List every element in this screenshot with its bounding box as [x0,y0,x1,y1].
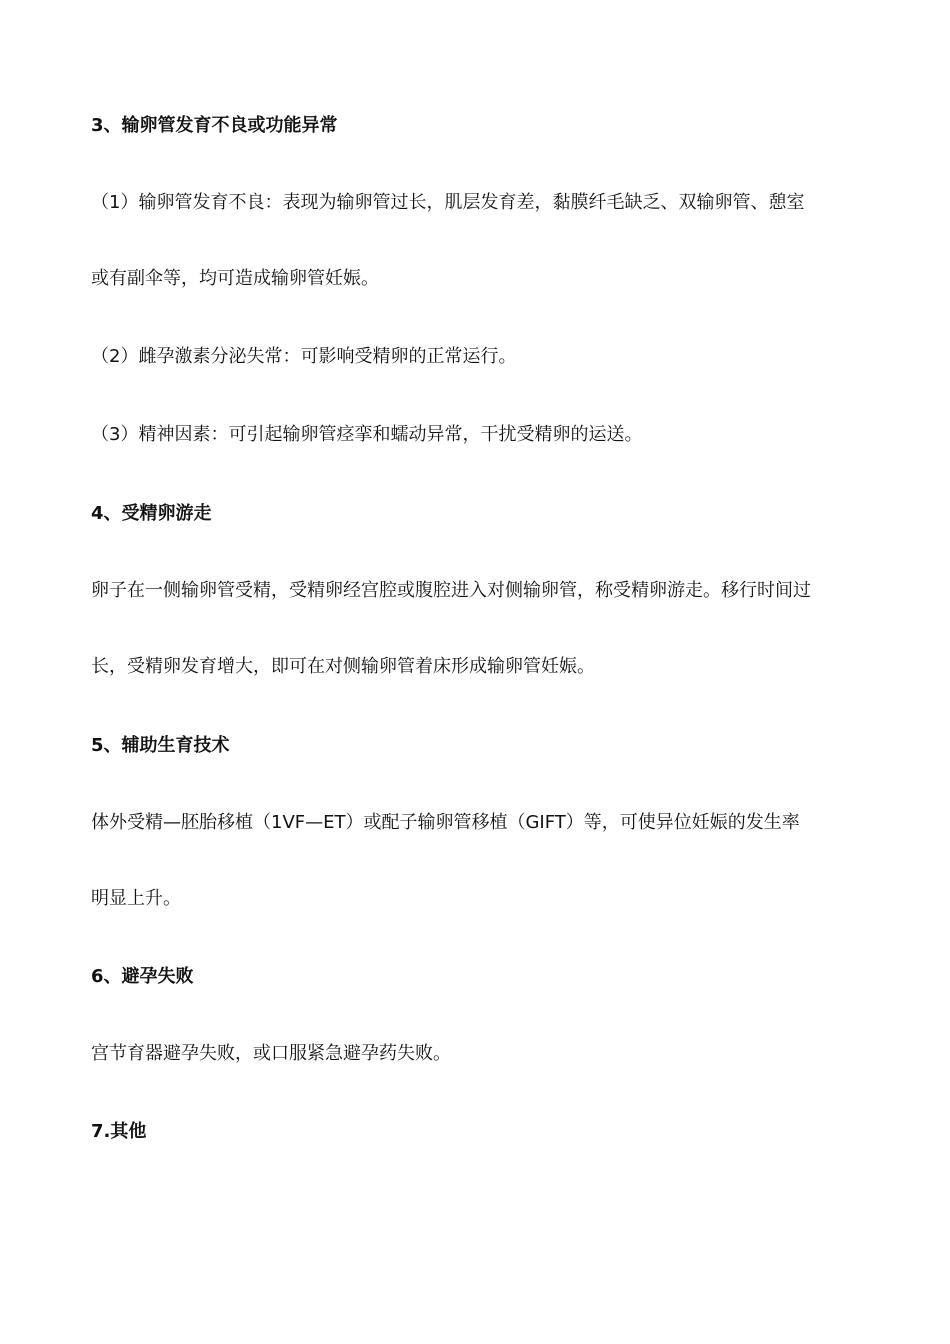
paragraph-line: 宫节育器避孕失败，或口服紧急避孕药失败。 [91,1043,451,1064]
section-heading-7: 7.其他 [91,1121,147,1142]
paragraph-line: （1）输卵管发育不良：表现为输卵管过长，肌层发育差，黏膜纤毛缺乏、双输卵管、憩室 [91,192,805,213]
section-heading-3: 3、输卵管发育不良或功能异常 [91,115,338,136]
section-heading-4: 4、受精卵游走 [91,503,212,524]
section-heading-6: 6、避孕失败 [91,966,194,987]
paragraph-line: （3）精神因素：可引起输卵管痉挛和蠕动异常，干扰受精卵的运送。 [91,424,643,445]
paragraph-line: 明显上升。 [91,888,181,909]
paragraph-line: 体外受精—胚胎移植（1VF—ET）或配子输卵管移植（GIFT）等，可使异位妊娠的发生率 [91,812,800,833]
paragraph-line: 卵子在一侧输卵管受精，受精卵经宫腔或腹腔进入对侧输卵管，称受精卵游走。移行时间过 [91,580,811,601]
section-heading-5: 5、辅助生育技术 [91,735,230,756]
paragraph-line: 长，受精卵发育增大，即可在对侧输卵管着床形成输卵管妊娠。 [91,656,595,677]
paragraph-line: 或有副伞等，均可造成输卵管妊娠。 [91,268,379,289]
paragraph-line: （2）雌孕激素分泌失常：可影响受精卵的正常运行。 [91,346,517,367]
